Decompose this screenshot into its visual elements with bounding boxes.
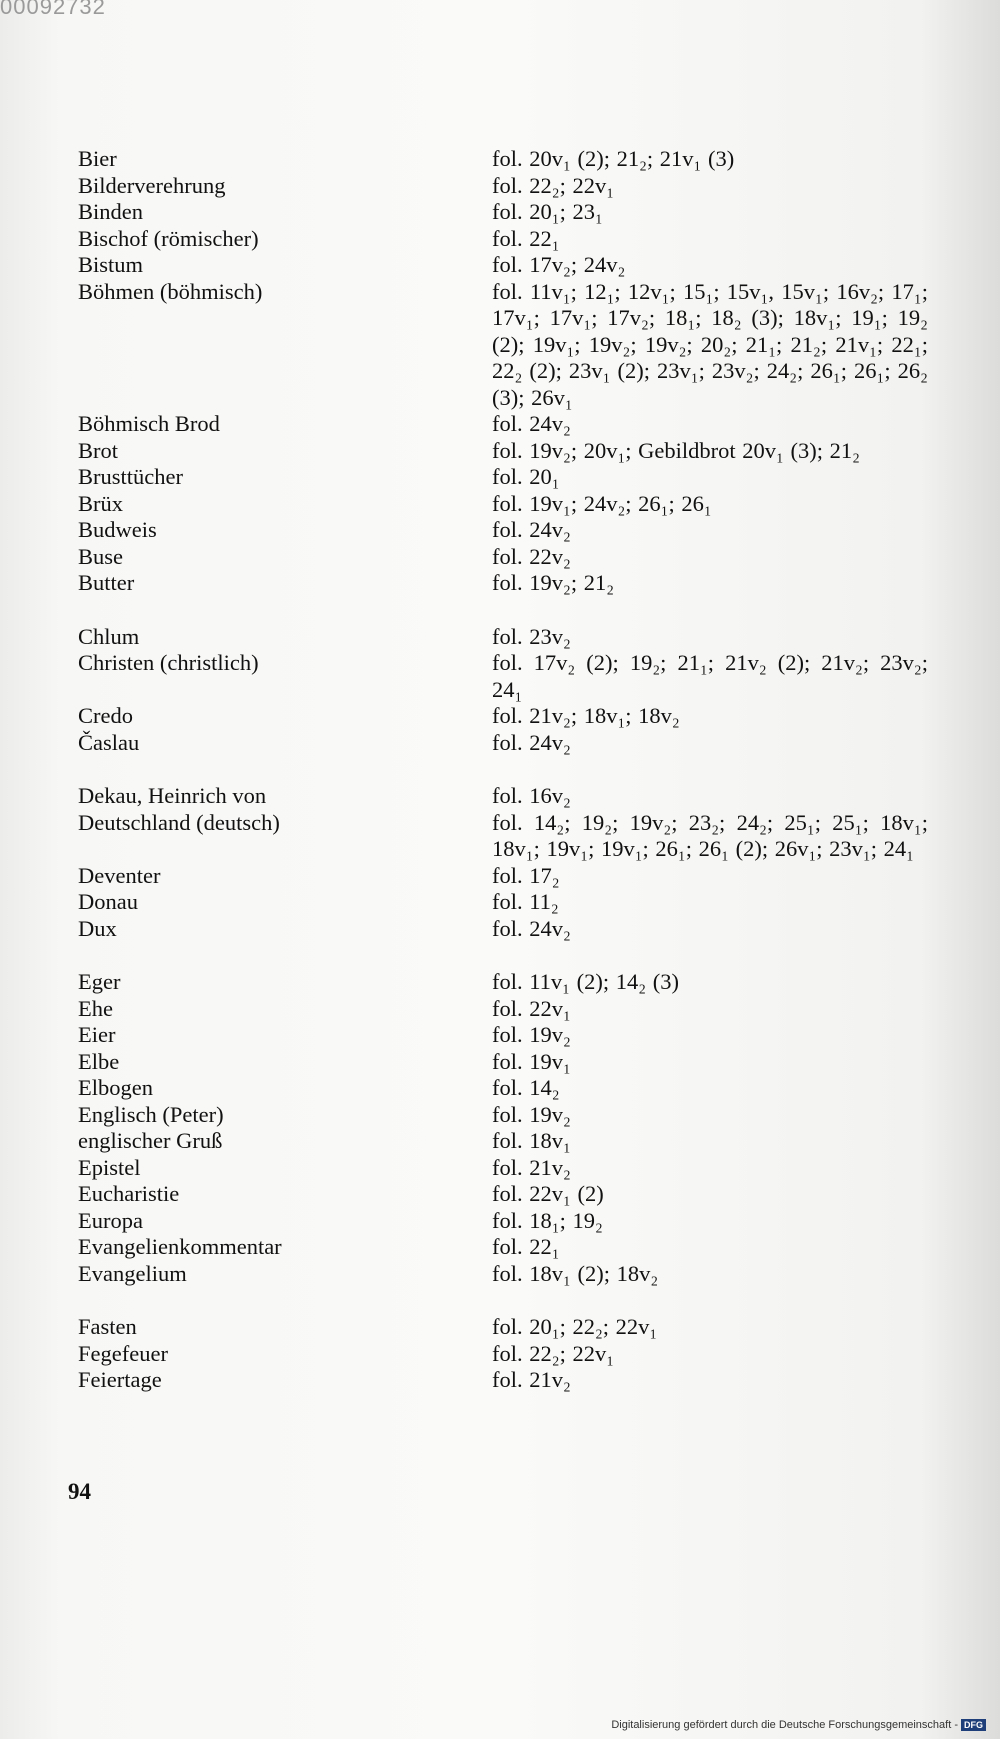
index-entry <box>78 783 928 810</box>
index-term: Butter <box>78 570 135 595</box>
index-entry <box>78 544 928 571</box>
folio-references: fol. 19v₂ <box>492 1101 571 1127</box>
group-spacer <box>78 597 928 624</box>
index-term: Englisch (Peter) <box>78 1101 224 1127</box>
index-entry <box>78 252 928 279</box>
folio-references: fol. 24v₂ <box>492 915 571 941</box>
folio-references: fol. 11₂ <box>492 889 559 914</box>
index-entry <box>78 810 928 863</box>
index-entry <box>78 863 928 890</box>
folio-references: fol. 22v₂ <box>492 543 571 569</box>
folio-references: fol. 18v₁ (2); 18v₂ <box>492 1260 659 1286</box>
index-entry <box>78 226 928 253</box>
folio-references: fol. 11v₁ (2); 14₂ (3) <box>492 969 679 994</box>
folio-references: fol. 22₂; 22v₁ <box>492 1340 615 1366</box>
index-entry <box>78 1208 928 1235</box>
folio-references: fol. 24v₂ <box>492 729 571 755</box>
folio-references: fol. 20₁ <box>492 464 560 489</box>
index-term: Časlau <box>78 729 140 755</box>
folio-references: fol. 11v₁; 12₁; 12v₁; 15₁; 15v₁, 15v₁; 16v₂; 17₁; 17v₁; 17v₁; 17v₂; 18₁; 18₂ (3); 18v₁; 19₁; 19₂ (2); 19v₁; 19v₂; 19v₂; 20₂; 21₁; 21₂; 21v₁; 22₁; 22₂ (2); 23v₁ (2); 23v₁; 23v₂; 24₂; 26₁; 26₁; 26₂ (3); 26v₁ <box>492 278 928 410</box>
index-entry <box>78 969 928 996</box>
folio-references: fol. 24v₂ <box>492 411 571 436</box>
index-term: Bischof (römischer) <box>78 225 259 251</box>
index-entry <box>78 1314 928 1341</box>
index-entry <box>78 279 928 412</box>
folio-references: fol. 22₂; 22v₁ <box>492 172 615 198</box>
index-entry <box>78 173 928 200</box>
folio-references: fol. 17v₂ (2); 19₂; 21₁; 21v₂ (2); 21v₂; 23v₂; 24₁ <box>492 650 928 702</box>
folio-references: fol. 21v₂; 18v₁; 18v₂ <box>492 703 680 728</box>
index-term: Böhmen (böhmisch) <box>78 278 263 304</box>
index-term: Binden <box>78 199 143 224</box>
credit-text: Digitalisierung gefördert durch die Deutsche Forschungsgemeinschaft - <box>611 1719 958 1731</box>
index-term: Deutschland (deutsch) <box>78 809 280 835</box>
index-entry <box>78 1234 928 1261</box>
index-term: Dux <box>78 915 117 941</box>
index-entry <box>78 1341 928 1368</box>
index-entry <box>78 1155 928 1182</box>
index-entry <box>78 1128 928 1155</box>
index-entry <box>78 491 928 518</box>
index-term: Epistel <box>78 1154 141 1180</box>
index-entry <box>78 996 928 1023</box>
index-entry <box>78 1102 928 1129</box>
index-entry <box>78 916 928 943</box>
folio-references: fol. 22v₁ <box>492 995 571 1021</box>
index-term: Böhmisch Brod <box>78 411 220 436</box>
page-number: 94 <box>68 1479 91 1504</box>
index-term: Ehe <box>78 995 113 1021</box>
index-entry <box>78 438 928 465</box>
folio-references: fol. 20₁; 22₂; 22v₁ <box>492 1314 658 1339</box>
index-entry <box>78 624 928 651</box>
folio-references: fol. 22₁ <box>492 1234 560 1259</box>
folio-references: fol. 19v₂; 20v₁; Gebildbrot 20v₁ (3); 21₂ <box>492 437 860 463</box>
group-spacer <box>78 1287 928 1314</box>
index-entry <box>78 889 928 916</box>
index-term: Dekau, Heinrich von <box>78 783 267 808</box>
index-entry <box>78 517 928 544</box>
index-list <box>78 146 928 1394</box>
folio-references: fol. 18v₁ <box>492 1128 571 1153</box>
index-term: Elbe <box>78 1048 120 1074</box>
folio-references: fol. 19v₁; 24v₂; 26₁; 26₁ <box>492 490 712 516</box>
folio-references: fol. 14₂ <box>492 1075 560 1100</box>
index-term: Chlum <box>78 623 140 649</box>
index-term: Buse <box>78 543 123 569</box>
folio-references: fol. 16v₂ <box>492 783 571 808</box>
folio-references: fol. 22v₁ (2) <box>492 1181 604 1206</box>
index-term: Brüx <box>78 490 123 516</box>
index-term: Evangelienkommentar <box>78 1234 282 1259</box>
index-term: Bilderverehrung <box>78 172 226 198</box>
folio-references: fol. 17v₂; 24v₂ <box>492 252 626 277</box>
index-term: Deventer <box>78 862 161 888</box>
folio-references: fol. 20₁; 23₁ <box>492 199 603 224</box>
index-entry <box>78 730 928 757</box>
index-term: Bier <box>78 146 117 171</box>
index-entry <box>78 1367 928 1394</box>
folio-references: fol. 20v₁ (2); 21₂; 21v₁ (3) <box>492 146 735 171</box>
index-term: Feiertage <box>78 1367 162 1392</box>
folio-references: fol. 24v₂ <box>492 517 571 542</box>
index-entry <box>78 1261 928 1288</box>
index-entry <box>78 199 928 226</box>
index-term: Donau <box>78 889 138 914</box>
index-entry <box>78 1181 928 1208</box>
folio-references: fol. 19v₂ <box>492 1022 571 1047</box>
folio-references: fol. 21v₂ <box>492 1367 571 1392</box>
index-term: Fegefeuer <box>78 1340 168 1366</box>
index-entry <box>78 146 928 173</box>
folio-references: fol. 14₂; 19₂; 19v₂; 23₂; 24₂; 25₁; 25₁; 18v₁; 18v₁; 19v₁; 19v₁; 26₁; 26₁ (2); 26v₁; 23v₁; 24₁ <box>492 809 928 861</box>
index-term: Fasten <box>78 1314 137 1339</box>
index-term: Brusttücher <box>78 464 183 489</box>
shelfmark: 00092732 <box>0 0 106 19</box>
digitization-credit <box>611 1719 986 1731</box>
index-term: Budweis <box>78 517 157 542</box>
folio-references: fol. 21v₂ <box>492 1154 571 1180</box>
group-spacer <box>78 756 928 783</box>
index-term: Christen (christlich) <box>78 650 259 675</box>
group-spacer <box>78 942 928 969</box>
index-entry <box>78 570 928 597</box>
index-term: Eier <box>78 1022 116 1047</box>
index-entry <box>78 703 928 730</box>
folio-references: fol. 19v₂; 21₂ <box>492 570 615 595</box>
index-term: Evangelium <box>78 1260 187 1286</box>
dfg-logo: DFG <box>961 1719 986 1731</box>
index-term: Bistum <box>78 252 144 277</box>
folio-references: fol. 23v₂ <box>492 623 571 649</box>
index-term: Europa <box>78 1207 143 1233</box>
index-entry <box>78 650 928 703</box>
folio-references: fol. 19v₁ <box>492 1048 571 1074</box>
index-entry <box>78 1049 928 1076</box>
index-term: englischer Gruß <box>78 1128 223 1153</box>
index-entry <box>78 464 928 491</box>
index-entry <box>78 1022 928 1049</box>
index-term: Eger <box>78 969 121 994</box>
index-term: Brot <box>78 437 119 463</box>
folio-references: fol. 22₁ <box>492 225 560 251</box>
folio-references: fol. 18₁; 19₂ <box>492 1207 603 1233</box>
index-term: Elbogen <box>78 1075 153 1100</box>
index-term: Credo <box>78 703 133 728</box>
index-entry <box>78 1075 928 1102</box>
folio-references: fol. 17₂ <box>492 862 560 888</box>
index-term: Eucharistie <box>78 1181 180 1206</box>
index-entry <box>78 411 928 438</box>
